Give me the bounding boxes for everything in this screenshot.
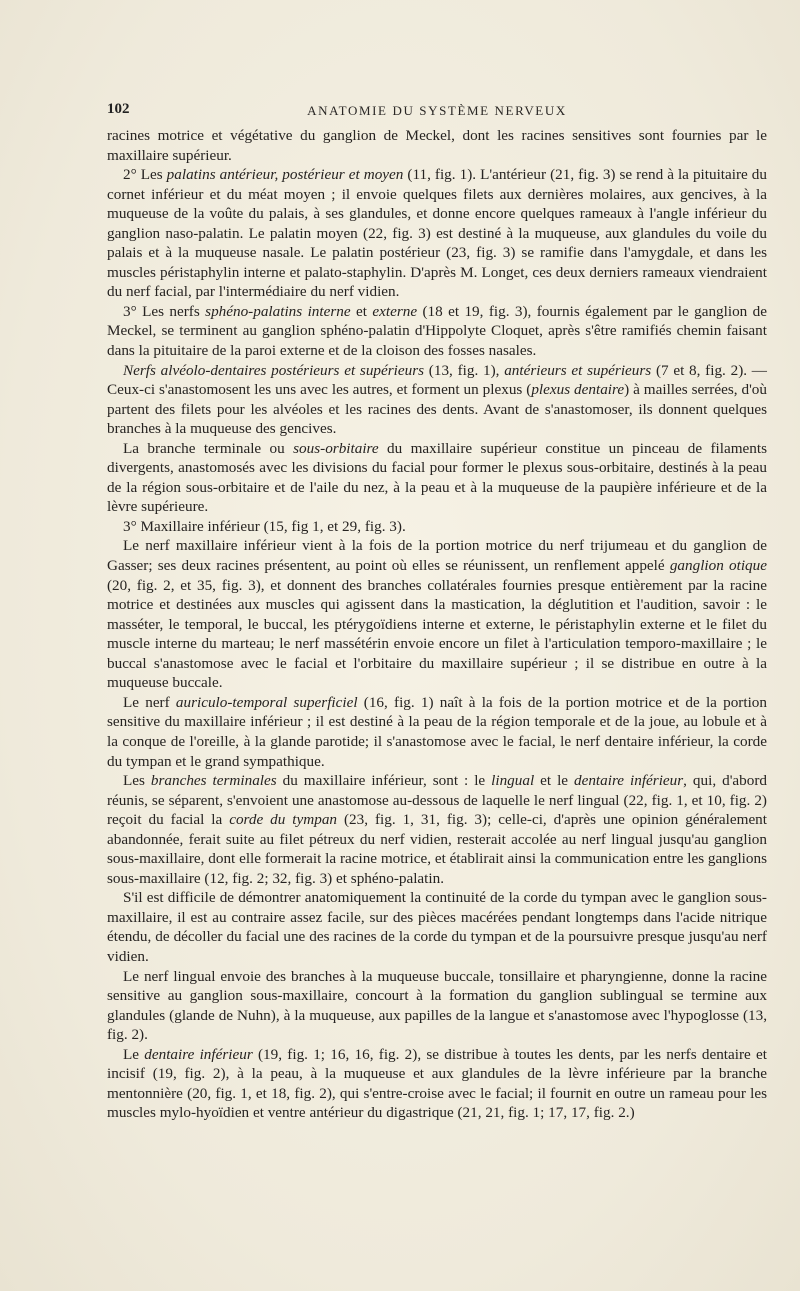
text-run: Les xyxy=(123,772,151,790)
page-number: 102 xyxy=(107,101,130,117)
text-run: du maxillaire inférieur, sont : le xyxy=(276,772,492,790)
text-run: 2° Les xyxy=(123,166,167,184)
text-run: (11, fig. 1). L'antérieur (21, fig. 3) se rend à la pituitaire du cornet inférieur et du méat moyen ; il envoie quelques filets aux dernières molaires, aux gencives, à la muqueuse de la voûte du palais, à ses glandules, et donne encore quelques rameaux à l'angle inférieur du ganglion naso-palatin. Le palatin moyen (22, fig. 3) est destiné à la muqueuse, aux glandules du voile du palais et à la muqueuse nasale. Le palatin postérieur (23, fig. 3) se ramifie dans l'amygdale, et dans les muscles péristaphylin interne et palato-staphylin. D'après M. Longet, ces deux derniers rameaux viendraient du nerf facial, par l'intermédiaire du nerf vidien. xyxy=(107,166,767,301)
text-run: et xyxy=(350,302,373,320)
paragraph xyxy=(107,517,767,537)
italic-term: Nerfs alvéolo-dentaires postérieurs et supérieurs xyxy=(123,361,425,379)
italic-term: plexus dentaire xyxy=(531,381,625,399)
text-run: (19, fig. 1; 16, 16, fig. 2), se distribue à toutes les dents, par les nerfs dentaire et incisif (19, fig. 2), à la peau, à la muqueuse et aux glandules de la lèvre inférieure par la branche mentonnière (20, fig. 1, et 18, fig. 2), qui s'entre-croise avec le facial; il fournit en outre un rameau pour les muscles mylo-hyoïdien et ventre antérieur du digastrique (21, 21, fig. 1; 17, 17, fig. 2.) xyxy=(107,1045,767,1122)
italic-term: branches terminales xyxy=(150,772,277,790)
running-title: ANATOMIE DU SYSTÈME NERVEUX xyxy=(307,103,567,118)
text-run: racines motrice et végétative du ganglion de Meckel, dont les racines sensitives sont fournies par le maxillaire supérieur. xyxy=(107,127,767,164)
italic-term: dentaire inférieur xyxy=(574,772,684,790)
paragraph xyxy=(107,165,767,302)
italic-term: corde du tympan xyxy=(229,811,338,829)
text-run: S'il est difficile de démontrer anatomiquement la continuité de la corde du tympan avec le ganglion sous-maxillaire, il est au contraire assez facile, sur des pièces macérées pendant longtemps dans l'acide nitrique étendu, de décoller du facial une des racines de la corde du tympan et de la poursuivre presque jusqu'au nerf vidien. xyxy=(107,889,767,965)
italic-term: externe xyxy=(372,302,418,320)
paragraph xyxy=(107,439,767,517)
paragraph xyxy=(107,302,767,361)
text-run: (7 et 8, fig. 2). — Ceux-ci s'anastomosent les uns avec les autres, et forment un plexus ( xyxy=(107,361,767,399)
italic-term: antérieurs et supérieurs xyxy=(504,361,652,379)
body-text xyxy=(107,126,767,1123)
paragraph xyxy=(107,771,767,888)
text-run: La branche terminale ou xyxy=(123,439,294,457)
paragraph xyxy=(107,361,767,439)
text-run: (18 et 19, fig. 3), fournis également par le ganglion de Meckel, se terminent au ganglion sphéno-palatin d'Hippolyte Cloquet, après s'être ramifiés chemin faisant dans la pituitaire de la paroi externe et de la cloison des fosses nasales. xyxy=(107,302,768,360)
text-run: du maxillaire supérieur constitue un pinceau de filaments divergents, anastomosés avec les divisions du facial pour former le plexus sous-orbitaire, destinés à la peau de la région sous-orbitaire et de l'aile du nez, à la peau et à la muqueuse de la paupière inférieure et de la lèvre supérieure. xyxy=(107,439,767,516)
text-run: , qui, d'abord réunis, se séparent, s'envoient une anastomose au-dessous de laquelle le nerf lingual (22, fig. 1, et 10, fig. 2) reçoit du facial la xyxy=(107,772,768,829)
italic-term: ganglion otique xyxy=(669,557,767,575)
italic-term: auriculo-temporal superficiel xyxy=(175,693,358,711)
paragraph xyxy=(107,126,767,165)
text-run: 3° Les nerfs xyxy=(123,302,206,320)
text-run: et le xyxy=(534,772,574,790)
text-run: Le nerf xyxy=(123,693,176,711)
paragraph xyxy=(107,888,767,966)
italic-term: sphéno-palatins interne xyxy=(205,302,351,320)
text-run: Le nerf lingual envoie des branches à la muqueuse buccale, tonsillaire et pharyngienne, donne la racine sensitive au ganglion sous-maxillaire, concourt à la formation du ganglion sublingual se termine aux glandules (glande de Nuhn), à la muqueuse, aux papilles de la langue et s'anastomose avec l'hypoglosse (13, fig. 2). xyxy=(107,967,767,1044)
page-header xyxy=(107,101,767,123)
text-run: (16, fig. 1) naît à la fois de la portion motrice et de la portion sensitive du maxillaire inférieur ; il est destiné à la peau de la région temporale et de la joue, au lobule et à la conque de l'oreille, à la glande parotide; il s'anastomose avec le facial, le nerf dentaire inférieur, la corde du tympan et le grand sympathique. xyxy=(107,693,767,770)
paragraph xyxy=(107,1045,767,1123)
text-run: 3° Maxillaire inférieur (15, fig 1, et 29, fig. 3). xyxy=(123,517,406,535)
text-run: (13, fig. 1), xyxy=(424,361,505,379)
italic-term: sous-orbitaire xyxy=(293,439,379,457)
text-run: Le nerf maxillaire inférieur vient à la fois de la portion motrice du nerf trijumeau et du ganglion de Gasser; ses deux racines présentent, au point où elles se réunissent, un renflement appelé xyxy=(107,537,767,575)
paragraph xyxy=(107,693,767,771)
italic-term: palatins antérieur, postérieur et moyen xyxy=(166,166,404,184)
italic-term: dentaire inférieur xyxy=(144,1045,253,1063)
text-run: Le xyxy=(123,1045,145,1063)
text-run: (20, fig. 2, et 35, fig. 3), et donnent des branches collatérales fournies presque entièrement par la racine motrice et destinées aux muscles qui agissent dans la mastication, la déglutition et l'audition, savoir : le masséter, le temporal, le buccal, les ptérygoïdiens interne et externe, le péristaphylin externe et le filet du muscle interne du marteau; le nerf massétérin envoie encore un filet à l'articulation temporo-maxillaire ; le buccal s'anastomose avec le facial et l'orbitaire du maxillaire supérieur ; il se distribue en outre à la muqueuse buccale. xyxy=(107,576,767,692)
text-run: (23, fig. 1, 31, fig. 3); celle-ci, d'après une opinion généralement abandonnée, ferait suite au filet pétreux du nerf vidien, resterait accolée au nerf lingual jusqu'au ganglion sous-maxillaire, dont elle formerait la racine motrice, et établirait ainsi la communication entre les ganglions sous-maxillaire (12, fig. 2; 32, fig. 3) et sphéno-palatin. xyxy=(107,811,768,887)
paragraph xyxy=(107,967,767,1045)
text-run: ) à mailles serrées, d'où partent des filets pour les alvéoles et les racines des dents. Avant de s'anastomoser, ils donnent quelques branches à la muqueuse des gencives. xyxy=(107,381,767,438)
italic-term: lingual xyxy=(491,772,535,790)
paragraph xyxy=(107,536,767,692)
